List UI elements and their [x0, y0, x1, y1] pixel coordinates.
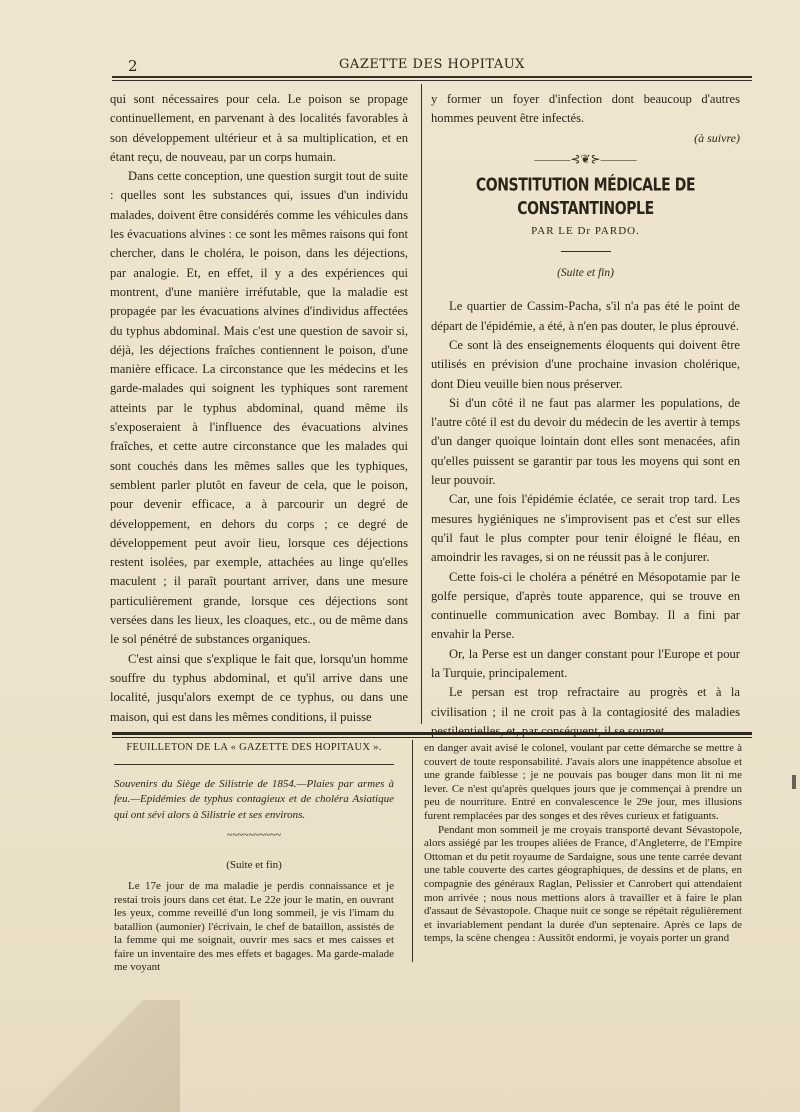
feuilleton-suite: (Suite et fin): [226, 858, 282, 871]
page-number: 2: [128, 57, 139, 75]
right-paragraph-4: Car, une fois l'épidémie éclatée, ce serait trop tard. Les mesures hygiéniques ne s'improvisent pas et c'est sur elles qu'il faut le plus compter pour tenir éloigné le fléau, en amoindrir les ravages, si on ne réussit pas à le conjurer.: [431, 492, 740, 565]
feuilleton-right: [424, 742, 742, 946]
right-paragraph-3: Si d'un côté il ne faut pas alarmer les populations, de l'autre côté il est du devoir du médecin de les avertir à temps d'un danger quoique lointain dont elles sont menacées, afin qu'elles puissent se garantir par tous les moyens qui sont en leur pouvoir.: [431, 395, 740, 488]
right-paragraph-1: Le quartier de Cassim-Pacha, s'il n'a pas été le point de départ de l'épidémie, a été, à n'en pas douter, le plus éprouvé.: [431, 299, 740, 333]
feuilleton-rule-thin: [112, 737, 752, 738]
feuilleton-title-rule: [114, 764, 394, 765]
right-paragraph-7: Le persan est trop refractaire au progrès et à la civilisation ; il ne croit pas à la contagiosité des maladies pestilentielles, et, par conséquent, il se soumet: [431, 685, 740, 738]
left-column: [110, 90, 408, 727]
wavy-divider: ~~~~~~~~~~: [226, 830, 282, 842]
a-suivre: (à suivre): [694, 130, 740, 145]
right-intro: y former un foyer d'infection dont beaucoup d'autres hommes peuvent être infectés.: [431, 92, 740, 126]
feuilleton-rule: [112, 732, 752, 735]
feuilleton-subtitle: Souvenirs du Siège de Silistrie de 1854.—Plaies par armes à feu.—Epidémies de typhus contagieux et de choléra Asiatique qui ont sévi alors à Silistrie et ses environs.: [114, 777, 394, 821]
right-paragraph-5: Cette fois-ci le choléra a pénétré en Mésopotamie par le golfe persique, d'après toute apparence, qui se trouve en continuelle communication avec Bombay. Il a fini par envahir la Perse.: [431, 569, 740, 642]
feuilleton-title: FEUILLETON DE LA « GAZETTE DES HOPITAUX ».: [126, 742, 382, 753]
right-paragraph-6: Or, la Perse est un danger constant pour l'Europe et pour la Turquie, principalement.: [431, 646, 740, 681]
newspaper-title: GAZETTE DES HOPITAUX: [339, 57, 525, 72]
short-rule: [561, 251, 611, 252]
right-paragraph-2: Ce sont là des enseignements éloquents qui doivent être utilisés en prévision d'une prochaine invasion cholérique, dont Dieu veuille bien nous préserver.: [431, 337, 740, 391]
suite-et-fin: (Suite et fin): [557, 267, 614, 280]
feuilleton-right-paragraph-2: Pendant mon sommeil je me croyais transporté devant Sévastopole, alors assiégé par les troupes aliées de France, d'Angleterre, de l'Empire Ottoman et du petit royaume de Sardaigne, sous une tente carrée devant une table couverte des cartes géographiques, de dessins et de plans, en compagnie des généraux Raglan, Pelissier et Canrobert qui attendaient mon arrivée ; nous nous mettions alors à travailler et à faire le plan d'assaut de Sévastopole. Chaque nuit ce songe se répétait régulièrement et invariablement pendant la durée d'un septenaire. Après ce laps de temps, la scène chengea : Aussitôt endormi, je voyais porter un grand: [424, 823, 742, 945]
feuilleton-divider: [412, 740, 413, 962]
column-divider: [421, 84, 422, 724]
page-header: [112, 54, 752, 74]
header-rule-thin: [112, 80, 752, 81]
right-column: [431, 90, 740, 741]
left-paragraph-2: Dans cette conception, une question surgit tout de suite : quelles sont les substances qui, issues d'un individu malades, doivent être considérés comme les véhicules dans les évacuations alvines : ce sont les mêmes raisons qui font chercher, dans le choléra, le poison, dans les déjections, par analogie. Et, en effet, il y a des expériences qui montrent, d'une manière irréfutable, que la maladie est propagée par les évacuations alvines d'individus affectées du typhus abdominal. Mais c'est une question de savoir si, déjà, les déjections fraîches contiennent le poison, d'une manière efficace. La circonstance que les médecins et les garde-malades qui soignent les typhiques sont rarement atteints par le typhus abdominal, quand même ils s'exposeraient à l'influence des évacuations alvines fraîches, et cette autre circonstance que les malades qui sont couchés dans les mêmes salles que les typhiques, semblent parler plutôt en faveur de cela, que le poison, pour devenir efficace, a à parcourir un degré de développement, en dehors du corps ; ce degré de développement peut avoir lieu, lorsque ces déjections restent isolées, par exemple, attachées au linge qu'elles maculent ; il paraît pourtant arriver, dans une mesure particulièrement grande, lorsque ces déjections sont versées dans les lieux, les cloaques, etc., ou de même dans le sol pénétré de substances organiques.: [110, 169, 408, 647]
byline: PAR LE Dr PARDO.: [531, 224, 640, 237]
left-paragraph-1: qui sont nécessaires pour cela. Le poison se propage continuellement, en parvenant à des localités favorables à son développement ultérieur et à sa multiplication, et en étant reçu, de nouveau, par un corps humain.: [110, 92, 408, 164]
header-rule: [112, 76, 752, 78]
section-title: CONSTITUTION MÉDICALE DE CONSTANTINOPLE: [475, 175, 696, 220]
folded-corner: [0, 1000, 180, 1112]
edge-mark: [792, 775, 796, 789]
left-paragraph-3: C'est ainsi que s'explique le fait que, lorsqu'un homme souffre du typhus abdominal, et qu'il arrive dans une localité, jusqu'alors exempt de ce typhus, ou dans une maison, qui est dans les mêmes conditions, il puisse: [110, 651, 408, 724]
feuilleton-right-paragraph-1: en danger avait avisé le colonel, voulant par cette démarche se mettre à couvert de toute responsabilité. J'avais alors une inappétence absolue et une grande faiblesse ; je ne pouvais pas bouger dans mon lit ni me lever. Ce n'est qu'après quelques jours que je commençai à prendre un peu de nourriture. Entré en convalescence le 29e jour, mes illusions furent remplacées par des songes et des rêves curieux et fatiguants.: [424, 742, 742, 822]
feuilleton-left: [114, 739, 394, 975]
feuilleton-left-text: Le 17e jour de ma maladie je perdis connaissance et je restai trois jours dans cet état. Le 22e jour le matin, en ouvrant les yeux, comme reveillé d'un long sommeil, je vis l'imam du batallion (aumonier) l'écrivain, le chef de bataillon, assistés de la femme qui me soignait, ouvrir mes sacs et mes caisses et faire un inventaire des mes effets et bagages. Ma garde-malade me voyant: [114, 880, 394, 974]
ornament-divider: ———⊰❦⊱———: [534, 151, 637, 166]
